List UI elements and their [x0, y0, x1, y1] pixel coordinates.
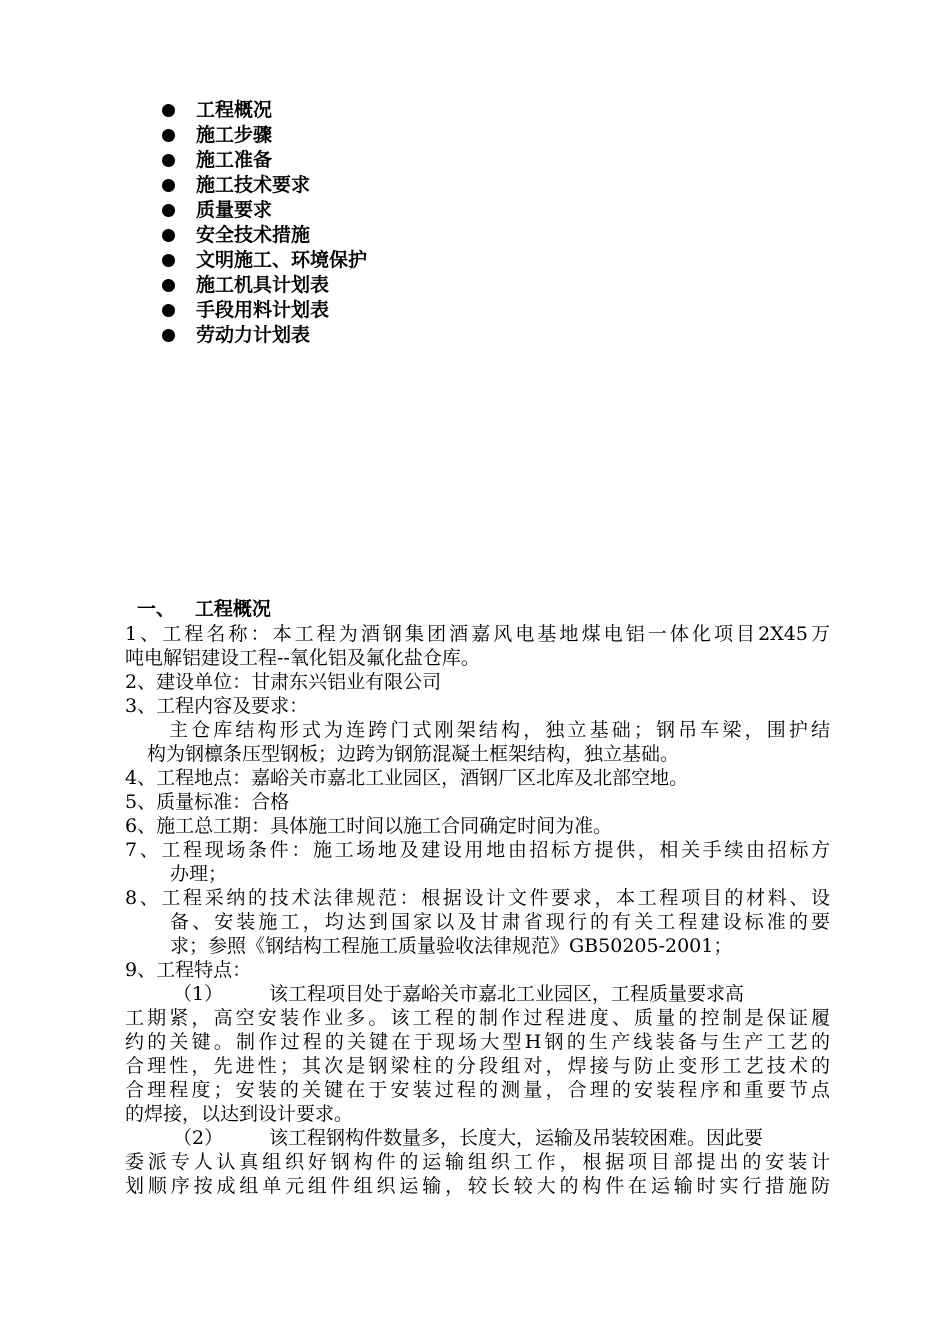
paragraph-line: 6、施工总工期：具体施工时间以施工合同确定时间为准。: [125, 815, 613, 837]
toc-item-label: 施工机具计划表: [196, 274, 330, 296]
toc-item-label: 施工技术要求: [196, 174, 311, 196]
toc-item-label: 质量要求: [196, 199, 273, 221]
toc-item-label: 劳动力计划表: [196, 324, 311, 346]
toc-item-label: 安全技术措施: [196, 224, 311, 246]
paragraph-line: 1、工程名称：本工程为酒钢集团酒嘉风电基地煤电铝一体化项目2X45万: [125, 623, 830, 645]
toc-item: [160, 98, 367, 123]
toc-item: [160, 323, 367, 348]
paragraph-line: 办理；: [170, 863, 228, 885]
paragraph-line: 备、安装施工，均达到国家以及甘肃省现行的有关工程建设标准的要: [170, 911, 830, 933]
paragraph-text: 该工程项目处于嘉峪关市嘉北工业园区，工程质量要求高: [269, 983, 745, 1005]
paragraph-line: 委派专人认真组织好钢构件的运输组织工作，根据项目部提出的安装计: [125, 1151, 830, 1173]
toc-item: [160, 248, 367, 273]
toc-item: [160, 123, 367, 148]
bullet-icon: [162, 154, 175, 167]
paragraph-line: 构为钢檩条压型钢板；边跨为钢筋混凝土框架结构，独立基础。: [147, 743, 680, 765]
toc-item: [160, 223, 367, 248]
table-of-contents: [160, 98, 367, 348]
toc-item: [160, 148, 367, 173]
paragraph-line: 工期紧，高空安装作业多。该工程的制作过程进度、质量的控制是保证履: [125, 1007, 830, 1029]
toc-item: [160, 273, 367, 298]
bullet-icon: [162, 329, 175, 342]
paragraph-line: 吨电解铝建设工程--氧化铝及氟化盐仓库。: [125, 647, 480, 669]
paragraph-line: [125, 1126, 830, 1150]
paragraph-line: 求；参照《钢结构工程施工质量验收法律规范》GB50205-2001；: [170, 935, 733, 957]
paragraph-text: 该工程钢构件数量多，长度大，运输及吊装较困难。因此要: [269, 1127, 764, 1149]
paragraph-line: 7、工程现场条件：施工场地及建设用地由招标方提供，相关手续由招标方: [125, 839, 830, 861]
paragraph-line: 的焊接，以达到设计要求。: [125, 1103, 354, 1125]
paragraph-line: 4、工程地点：嘉峪关市嘉北工业园区，酒钢厂区北库及北部空地。: [125, 767, 689, 789]
paragraph-line: 5、质量标准：合格: [125, 791, 290, 813]
section-title: 工程概况: [194, 598, 271, 620]
bullet-icon: [162, 129, 175, 142]
toc-item-label: 文明施工、环境保护: [196, 249, 368, 271]
section-number: 一、: [137, 598, 176, 620]
item-number: （2）: [173, 1127, 224, 1149]
bullet-icon: [162, 104, 175, 117]
paragraph-line: 8、工程采纳的技术法律规范：根据设计文件要求，本工程项目的材料、设: [125, 887, 830, 909]
toc-item-label: 施工步骤: [196, 124, 273, 146]
toc-item-label: 手段用料计划表: [196, 299, 330, 321]
document-body: [125, 596, 830, 1198]
bullet-icon: [162, 304, 175, 317]
paragraph-line: 划顺序按成组单元组件组织运输，较长较大的构件在运输时实行措施防: [125, 1175, 830, 1197]
toc-item-label: 工程概况: [196, 99, 273, 121]
paragraph-line: 约的关键。制作过程的关键在于现场大型H钢的生产线装备与生产工艺的: [125, 1031, 830, 1053]
paragraph-line: 合理程度；安装的关键在于安装过程的测量，合理的安装程序和重要节点: [125, 1079, 830, 1101]
paragraph-line: 3、工程内容及要求：: [125, 695, 309, 717]
bullet-icon: [162, 179, 175, 192]
toc-item: [160, 173, 367, 198]
paragraph-line: 9、工程特点：: [125, 959, 252, 981]
toc-item: [160, 198, 367, 223]
paragraph-line: 合理性，先进性；其次是钢梁柱的分段组对，焊接与防止变形工艺技术的: [125, 1055, 830, 1077]
toc-item-label: 施工准备: [196, 149, 273, 171]
paragraph-line: [125, 982, 830, 1006]
paragraph-line: 2、建设单位：甘肃东兴铝业有限公司: [125, 671, 442, 693]
bullet-icon: [162, 204, 175, 217]
bullet-icon: [162, 279, 175, 292]
item-number: （1）: [173, 983, 224, 1005]
section-heading: [125, 596, 830, 622]
toc-item: [160, 298, 367, 323]
bullet-icon: [162, 254, 175, 267]
paragraph-line: 主仓库结构形式为连跨门式刚架结构，独立基础；钢吊车梁，围护结: [169, 719, 830, 741]
bullet-icon: [162, 229, 175, 242]
